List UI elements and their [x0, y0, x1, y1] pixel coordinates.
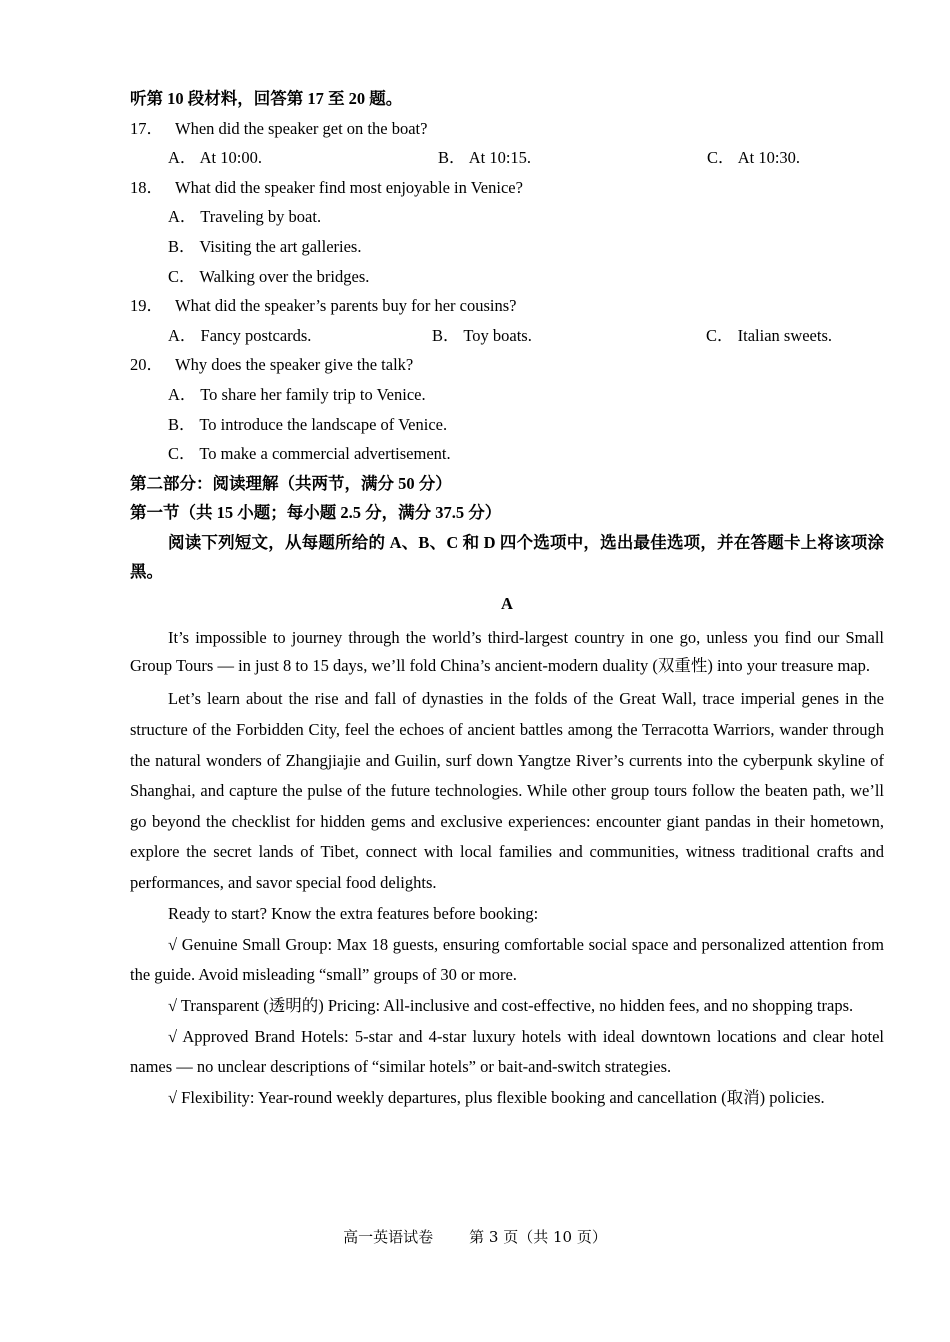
question-17-options	[130, 143, 884, 173]
question-19	[130, 291, 884, 321]
option-b: B． At 10:15.	[438, 148, 532, 168]
feature-hotels: √ Approved Brand Hotels: 5-star and 4-star luxury hotels with ideal downtown locations and clear hotel names — no unclear descriptions of “similar hotels” or bait-and-switch strategies.	[130, 1027, 884, 1077]
question-text: What did the speaker’s parents buy for her cousins?	[175, 296, 517, 316]
option-a: A． Fancy postcards.	[168, 325, 312, 345]
question-number: 17．	[130, 118, 163, 138]
question-number: 18．	[130, 177, 163, 197]
reading-section-heading: 第一节（共 15 小题；每小题 2.5 分，满分 37.5 分）	[130, 503, 502, 523]
option-b: B． Toy boats.	[432, 325, 532, 345]
option-a: A． At 10:00.	[168, 148, 262, 168]
question-18	[130, 173, 884, 203]
question-number: 19．	[130, 296, 163, 316]
page-content	[130, 84, 884, 1113]
page-number: 第 3 页（共 10 页）	[469, 1228, 607, 1246]
question-text: What did the speaker find most enjoyable in Venice?	[175, 177, 523, 197]
reading-part-heading: 第二部分：阅读理解（共两节，满分 50 分）	[130, 473, 452, 493]
feature-flexibility: √ Flexibility: Year-round weekly departures, plus flexible booking and cancellation (取消) policies.	[168, 1088, 825, 1108]
option-a: A． To share her family trip to Venice.	[168, 384, 426, 404]
question-19-options	[130, 321, 884, 351]
passage-paragraph-2: Let’s learn about the rise and fall of dynasties in the folds of the Great Wall, trace imperial genes in the structure of the Forbidden City, feel the echoes of ancient battles among the Terracotta Warriors, wander through the natural wonders of Zhangjiajie and Guilin, surf down Yangtze River’s currents into the cyberpunk skyline of Shanghai, and capture the pulse of the future technologies. While other group tours follow the beaten path, we’ll go beyond the checklist for hidden gems and exclusive experiences: encounter giant pandas in their hometown, explore the secret lands of Tibet, connect with local families and communities, witness traditional crafts and performances, and savor special food delights.	[130, 689, 884, 892]
question-17	[130, 114, 884, 144]
page-footer	[0, 1226, 950, 1247]
question-text: When did the speaker get on the boat?	[175, 118, 428, 138]
passage-paragraph-1: It’s impossible to journey through the world’s third-largest country in one go, unless you find our Small Group Tours — in just 8 to 15 days, we’ll fold China’s ancient-modern duality (双重性) into your treasure map.	[130, 627, 884, 676]
option-c: C． At 10:30.	[707, 148, 801, 168]
question-number: 20．	[130, 355, 163, 375]
feature-pricing: √ Transparent (透明的) Pricing: All-inclusive and cost-effective, no hidden fees, and no shopping traps.	[168, 996, 854, 1016]
option-c: C． Walking over the bridges.	[168, 266, 370, 286]
option-c: C． Italian sweets.	[706, 325, 833, 345]
option-b: B． Visiting the art galleries.	[168, 236, 362, 256]
listening-section-heading: 听第 10 段材料，回答第 17 至 20 题。	[130, 89, 403, 108]
option-a: A． Traveling by boat.	[168, 207, 322, 227]
feature-small-group: √ Genuine Small Group: Max 18 guests, ensuring comfortable social space and personalized attention from the guide. Avoid misleading “small” groups of 30 or more.	[130, 935, 884, 985]
option-c: C． To make a commercial advertisement.	[168, 444, 451, 464]
question-20	[130, 350, 884, 380]
reading-instruction: 阅读下列短文，从每题所给的 A、B、C 和 D 四个选项中，选出最佳选项，并在答题卡上将该项涂黑。	[130, 532, 884, 581]
exam-name: 高一英语试卷	[343, 1228, 434, 1246]
option-b: B． To introduce the landscape of Venice.	[168, 414, 448, 434]
question-text: Why does the speaker give the talk?	[175, 355, 414, 375]
passage-label: A	[501, 593, 513, 613]
passage-paragraph-3: Ready to start? Know the extra features before booking:	[168, 904, 539, 924]
